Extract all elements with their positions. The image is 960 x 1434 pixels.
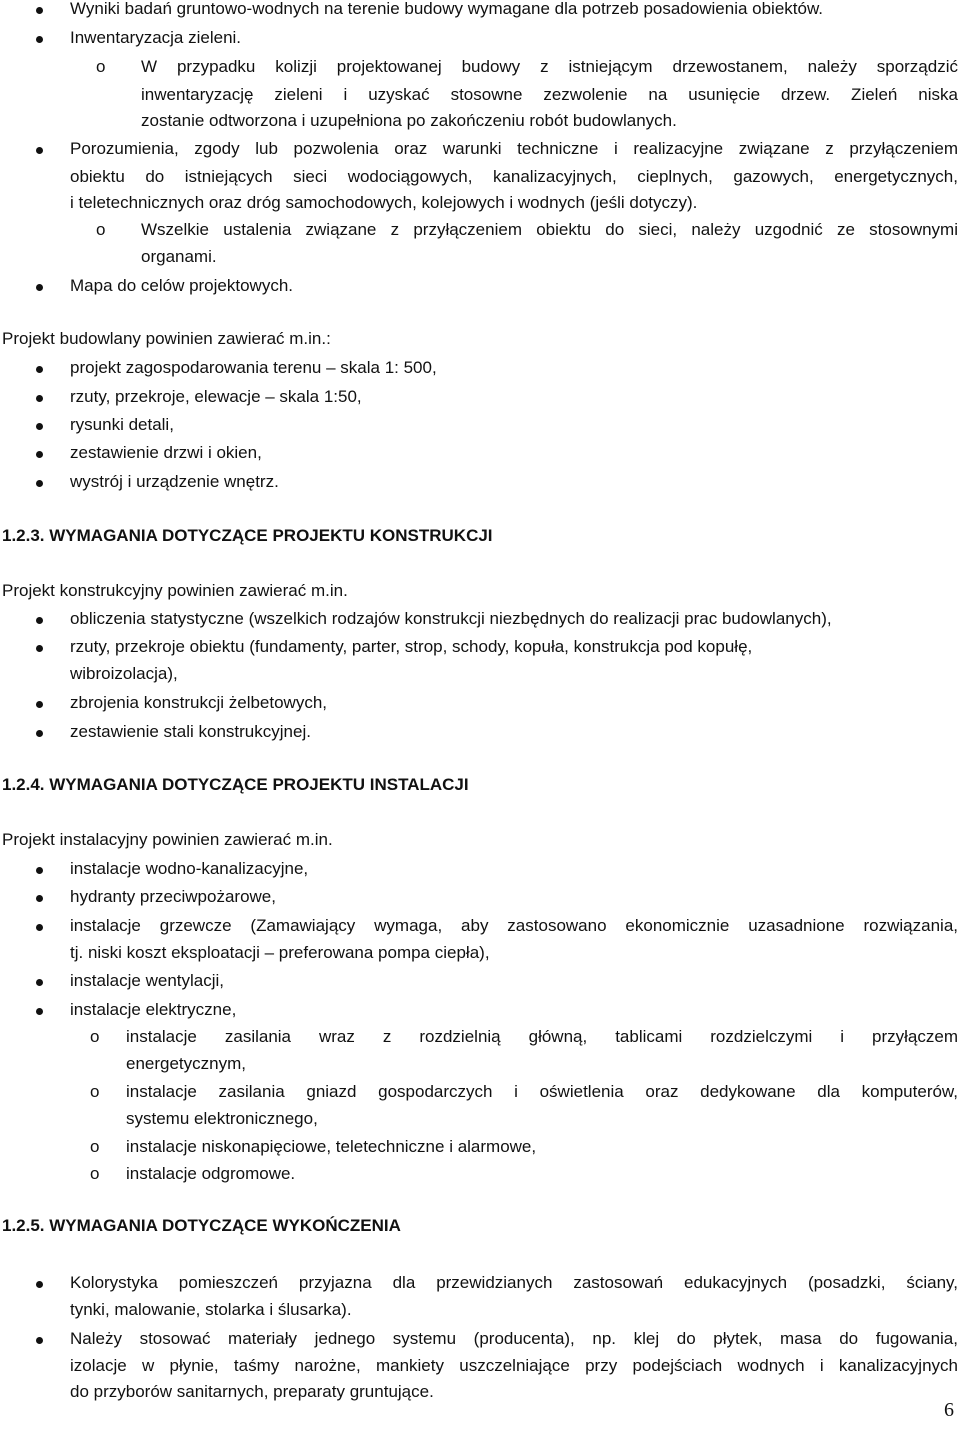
sub-bullet-icon: o	[96, 57, 106, 76]
paragraph: Projekt instalacyjny powinien zawierać m.in.	[2, 830, 333, 849]
list-item-line: instalacje zasilania gniazd gospodarczych i oświetlenia oraz dedykowane dla komputerów,	[126, 1082, 958, 1101]
list-item: projekt zagospodarowania terenu – skala 1: 500,	[70, 358, 437, 377]
list-item-line: instalacje grzewcze (Zamawiający wymaga, aby zastosowano ekonomicznie uzasadnione rozwiązania,	[70, 916, 958, 935]
list-item: instalacje niskonapięciowe, teletechniczne i alarmowe,	[126, 1137, 537, 1156]
bullet-icon	[36, 924, 43, 931]
list-item-line: zostanie odtworzona i uzupełniona po zakończeniu robót budowlanych.	[141, 111, 677, 130]
list-item-line: systemu elektronicznego,	[126, 1109, 318, 1128]
list-item-line: instalacje zasilania wraz z rozdzielnią główną, tablicami rozdzielczymi i przyłączem	[126, 1027, 958, 1046]
bullet-icon	[36, 701, 43, 708]
sub-bullet-icon: o	[90, 1027, 100, 1046]
list-item-line: i teletechnicznych oraz dróg samochodowych, kolejowych i wodnych (jeśli dotyczy).	[70, 193, 698, 212]
bullet-icon	[36, 284, 43, 291]
list-item: zestawienie drzwi i okien,	[70, 443, 262, 462]
bullet-icon	[36, 451, 43, 458]
bullet-icon	[36, 423, 43, 430]
page-number: 6	[944, 1399, 954, 1421]
list-item: instalacje odgromowe.	[126, 1164, 296, 1183]
list-item-line: Należy stosować materiały jednego systemu (producenta), np. klej do płytek, masa do fugowania,	[70, 1329, 958, 1348]
list-item: Inwentaryzacja zieleni.	[70, 28, 242, 47]
list-item: instalacje elektryczne,	[70, 1000, 237, 1019]
list-item: instalacje wodno-kanalizacyjne,	[70, 859, 309, 878]
bullet-icon	[36, 1008, 43, 1015]
list-item: obliczenia statystyczne (wszelkich rodzajów konstrukcji niezbędnych do realizacji prac budowlanych),	[70, 609, 832, 628]
list-item-line: wibroizolacja),	[70, 664, 178, 683]
list-item-line: rzuty, przekroje obiektu (fundamenty, parter, strop, schody, kopuła, konstrukcja pod kopułę,	[70, 637, 753, 656]
bullet-icon	[36, 895, 43, 902]
section-heading: 1.2.3. WYMAGANIA DOTYCZĄCE PROJEKTU KONSTRUKCJI	[2, 526, 493, 545]
sub-bullet-icon: o	[90, 1164, 100, 1183]
list-item-line: tynki, malowanie, stolarka i ślusarka).	[70, 1300, 352, 1319]
list-item-line: obiektu do istniejących sieci wodociągowych, kanalizacyjnych, cieplnych, gazowych, energetycznych,	[70, 167, 958, 186]
list-item: Wyniki badań gruntowo-wodnych na terenie budowy wymagane dla potrzeb posadowienia obiektów.	[70, 0, 824, 18]
paragraph: Projekt budowlany powinien zawierać m.in.:	[2, 329, 331, 348]
list-item: zestawienie stali konstrukcyjnej.	[70, 722, 311, 741]
list-item: rysunki detali,	[70, 415, 174, 434]
list-item-line: organami.	[141, 247, 217, 266]
list-item: instalacje wentylacji,	[70, 971, 225, 990]
list-item: Mapa do celów projektowych.	[70, 276, 294, 295]
list-item: hydranty przeciwpożarowe,	[70, 887, 276, 906]
bullet-icon	[36, 617, 43, 624]
list-item-line: izolacje w płynie, taśmy narożne, mankiety uszczelniające przy podejściach wodnych i kanalizacyjnych	[70, 1356, 958, 1375]
list-item-line: Porozumienia, zgody lub pozwolenia oraz warunki techniczne i realizacyjne związane z przyłączeniem	[70, 139, 958, 158]
bullet-icon	[36, 645, 43, 652]
list-item: wystrój i urządzenie wnętrz.	[70, 472, 279, 491]
list-item-line: Kolorystyka pomieszczeń przyjazna dla przewidzianych zastosowań edukacyjnych (posadzki, ściany,	[70, 1273, 958, 1292]
list-item-line: energetycznym,	[126, 1054, 246, 1073]
bullet-icon	[36, 867, 43, 874]
bullet-icon	[36, 395, 43, 402]
bullet-icon	[36, 366, 43, 373]
bullet-icon	[36, 1281, 43, 1288]
list-item-line: W przypadku kolizji projektowanej budowy z istniejącym drzewostanem, należy sporządzić	[141, 57, 958, 76]
bullet-icon	[36, 7, 43, 14]
list-item-line: do przyborów sanitarnych, preparaty gruntujące.	[70, 1382, 434, 1401]
list-item: zbrojenia konstrukcji żelbetowych,	[70, 693, 328, 712]
sub-bullet-icon: o	[96, 220, 106, 239]
bullet-icon	[36, 1337, 43, 1344]
list-item: rzuty, przekroje, elewacje – skala 1:50,	[70, 387, 362, 406]
bullet-icon	[36, 979, 43, 986]
list-item-line: tj. niski koszt eksploatacji – preferowana pompa ciepła),	[70, 943, 490, 962]
sub-bullet-icon: o	[90, 1082, 100, 1101]
section-heading: 1.2.4. WYMAGANIA DOTYCZĄCE PROJEKTU INSTALACJI	[2, 775, 469, 794]
list-item-line: inwentaryzację zieleni i uzyskać stosowne zezwolenie na usunięcie drzew. Zieleń niska	[141, 85, 958, 104]
bullet-icon	[36, 480, 43, 487]
bullet-icon	[36, 36, 43, 43]
paragraph: Projekt konstrukcyjny powinien zawierać m.in.	[2, 581, 348, 600]
section-heading: 1.2.5. WYMAGANIA DOTYCZĄCE WYKOŃCZENIA	[2, 1216, 401, 1235]
list-item-line: Wszelkie ustalenia związane z przyłączeniem obiektu do sieci, należy uzgodnić ze stosownymi	[141, 220, 958, 239]
sub-bullet-icon: o	[90, 1137, 100, 1156]
bullet-icon	[36, 147, 43, 154]
bullet-icon	[36, 730, 43, 737]
